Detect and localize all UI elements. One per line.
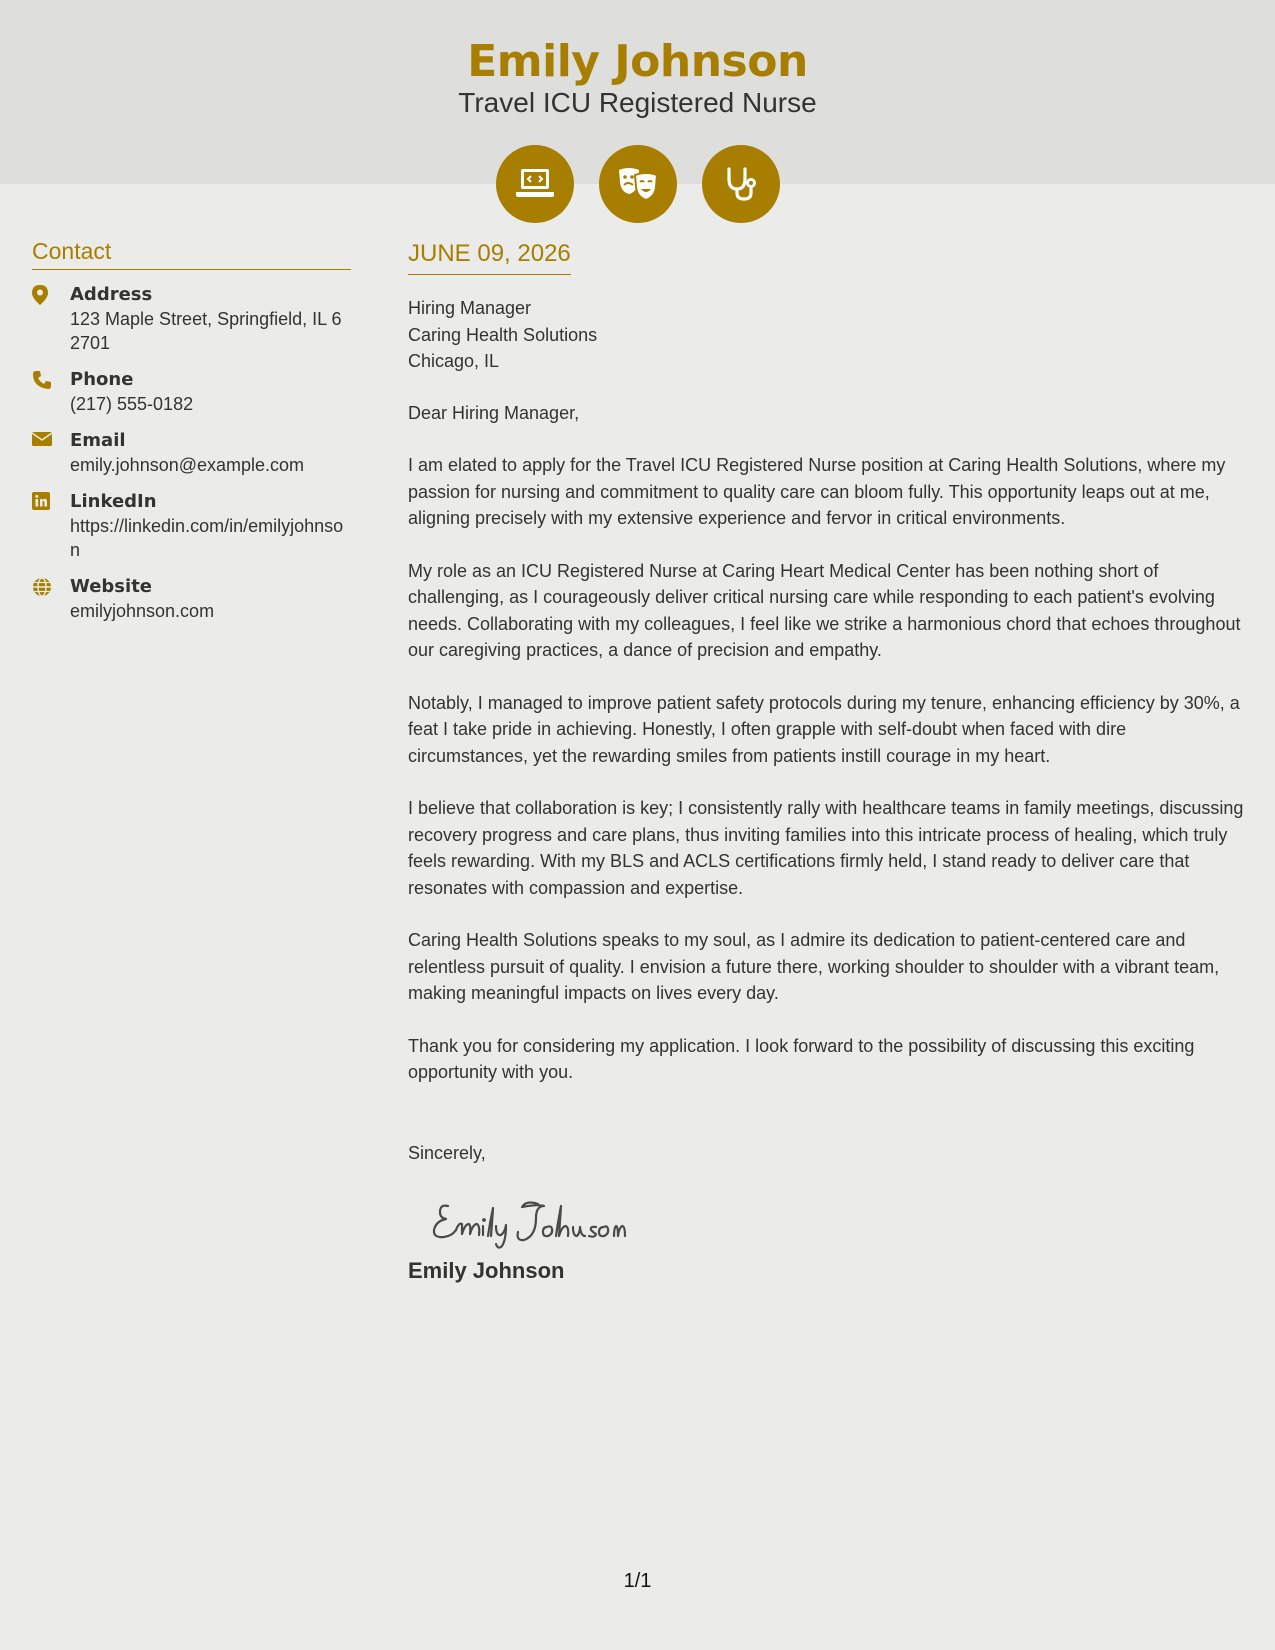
laptop-code-icon — [496, 145, 574, 223]
stethoscope-icon — [702, 145, 780, 223]
email-label: Email — [70, 430, 126, 451]
contact-heading: Contact — [32, 238, 351, 270]
recipient-block — [408, 295, 1250, 375]
letter-paragraph: I am elated to apply for the Travel ICU Registered Nurse position at Caring Health Solutions, where my passion for nursing and commitment to quality care can bloom fully. This opportunity leaps out at me, aligning precisely with my extensive experience and fervor in critical environments. — [408, 455, 1226, 528]
linkedin-value[interactable]: https://linkedin.com/in/emilyjohnson — [70, 516, 344, 560]
contact-website — [32, 575, 351, 623]
website-label: Website — [70, 576, 153, 597]
recipient-line: Chicago, IL — [408, 351, 500, 371]
handwritten-signature — [426, 1192, 1250, 1252]
address-value: 123 Maple Street, Springfield, IL 62701 — [70, 309, 342, 353]
letter-paragraph: Thank you for considering my application. I look forward to the possibility of discussing this exciting opportunity with you. — [408, 1035, 1195, 1082]
phone-label: Phone — [70, 369, 134, 390]
email-value[interactable]: emily.johnson@example.com — [70, 455, 305, 475]
phone-value: (217) 555-0182 — [70, 394, 194, 414]
phone-icon — [32, 368, 70, 416]
theater-masks-icon — [599, 145, 677, 223]
map-pin-icon — [32, 283, 70, 355]
website-value[interactable]: emilyjohnson.com — [70, 601, 215, 621]
header-icons — [0, 145, 1275, 223]
applicant-name: Emily Johnson — [467, 36, 808, 87]
contact-address — [32, 283, 351, 355]
letter-paragraph: Caring Health Solutions speaks to my soul, as I admire its dedication to patient-centered care and relentless pursuit of quality. I envision a future there, working shoulder to shoulder with a vibrant team, making meaningful impacts on lives every day. — [408, 930, 1220, 1003]
recipient-line: Hiring Manager — [408, 298, 532, 318]
letter-body — [408, 240, 1250, 1284]
contact-sidebar — [32, 238, 351, 623]
address-label: Address — [70, 284, 153, 305]
salutation: Dear Hiring Manager, — [408, 402, 580, 423]
letter-paragraph: Notably, I managed to improve patient safety protocols during my tenure, enhancing efficiency by 30%, a feat I take pride in achieving. Honestly, I often grapple with self-doubt when faced with dire circumstances, yet the rewarding smiles from patients instill courage in my heart. — [408, 692, 1240, 766]
letter-paragraph: My role as an ICU Registered Nurse at Caring Heart Medical Center has been nothing short of challenging, as I courageously deliver critical nursing care while responding to each patient's evolving needs. Collaborating with my colleagues, I feel like we strike a harmonious chord that echoes throughout our caregiving practices, a dance of precision and empathy. — [408, 560, 1241, 660]
signer-name: Emily Johnson — [408, 1258, 565, 1283]
job-title: Travel ICU Registered Nurse — [458, 87, 817, 118]
closing: Sincerely, — [408, 1142, 486, 1163]
linkedin-label: LinkedIn — [70, 491, 157, 512]
globe-icon — [32, 575, 70, 623]
linkedin-icon — [32, 490, 70, 562]
letter-date: JUNE 09, 2026 — [408, 240, 571, 275]
contact-linkedin — [32, 490, 351, 562]
page-number: 1/1 — [623, 1570, 652, 1592]
letter-paragraph: I believe that collaboration is key; I consistently rally with healthcare teams in family meetings, discussing recovery progress and care plans, thus inviting families into this intricate process of healing, which truly feels rewarding. With my BLS and ACLS certifications firmly held, I stand ready to deliver care that resonates with compassion and expertise. — [408, 798, 1244, 898]
contact-email — [32, 429, 351, 477]
envelope-icon — [32, 429, 70, 477]
recipient-line: Caring Health Solutions — [408, 324, 598, 345]
contact-phone — [32, 368, 351, 416]
